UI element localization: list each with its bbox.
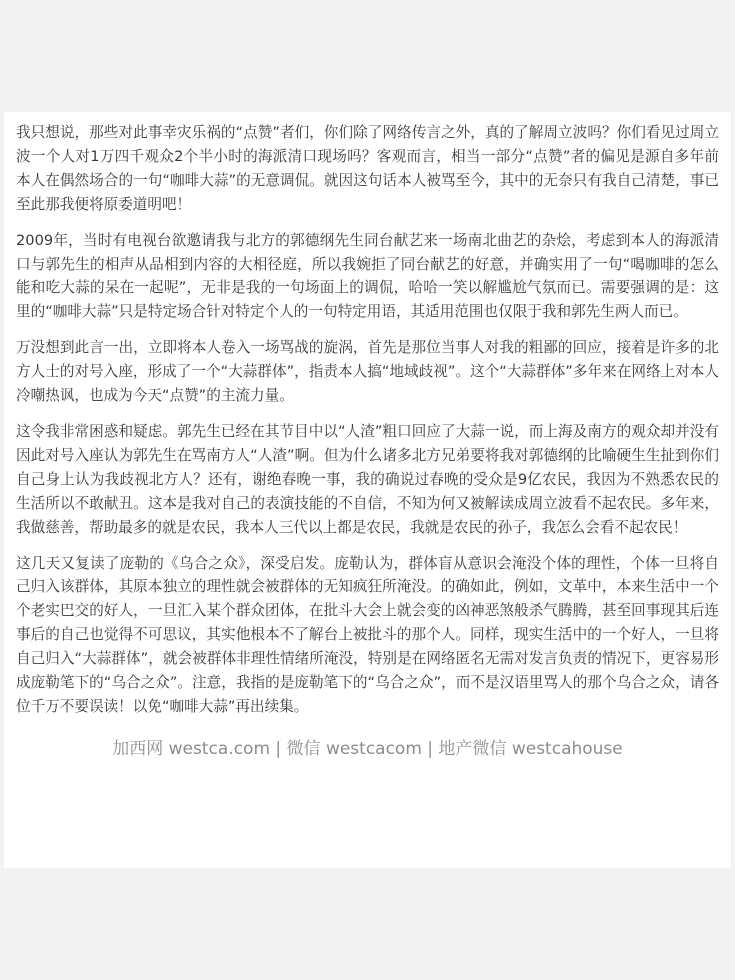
paragraph-gap: [4, 217, 731, 229]
paragraph-gap: [4, 324, 731, 336]
paragraph-gap: [4, 540, 731, 552]
paragraph-gap: [4, 408, 731, 420]
site-watermark: 加西网 westca.com | 微信 westcacom | 地产微信 westcahouse: [112, 739, 623, 759]
top-spacer: [4, 112, 731, 121]
article-paragraph-1: 我只想说，那些对此事幸灾乐祸的“点赞”者们，你们除了网络传言之外，真的了解周立波吗？你们看见过周立波一个人对1万四千观众2个半小时的海派清口现场吗？客观而言，相当一部分“点赞”者的偏见是源自多年前本人在偶然场合的一句“咖啡大蒜”的无意调侃。就因这句话本人被骂至今，其中的无奈只有我自己清楚，事已至此那我便将原委道明吧！: [16, 124, 719, 213]
article-paragraph-3: 万没想到此言一出，立即将本人卷入一场骂战的旋涡，首先是那位当事人对我的粗鄙的回应，接着是许多的北方人士的对号入座，形成了一个“大蒜群体”，指责本人搞“地域歧视”。这个“大蒜群体”多年来在网络上对本人冷嘲热讽，也成为今天“点赞”的主流力量。: [16, 339, 719, 405]
article-paragraph-4: 这令我非常困惑和疑虑。郭先生已经在其节目中以“人渣”粗口回应了大蒜一说，而上海及南方的观众却并没有因此对号入座认为郭先生在骂南方人“人渣”啊。但为什么诸多北方兄弟要将我对郭德纲的比喻硬生生扯到你们自己身上认为我歧视北方人？还有，谢绝春晚一事，我的确说过春晚的受众是9亿农民，我因为不熟悉农民的生活所以不敢献丑。这本是我对自己的表演技能的不自信，不知为何又被解读成周立波看不起农民。多年来，我做慈善，帮助最多的就是农民，我本人三代以上都是农民，我就是农民的孙子，我怎么会看不起农民！: [16, 422, 719, 536]
article-paragraph-2: 2009年，当时有电视台欲邀请我与北方的郭德纲先生同台献艺来一场南北曲艺的杂烩，考虑到本人的海派清口与郭先生的相声从品相到内容的大相径庭，所以我婉拒了同台献艺的好意，并确实用了一句“喝咖啡的怎么能和吃大蒜的呆在一起呢”，无非是我的一句场面上的调侃，哈哈一笑以解尴尬气氛而已。需要强调的是：这里的“咖啡大蒜”只是特定场合针对特定个人的一句特定用语，其适用范围也仅限于我和郭先生两人而已。: [16, 231, 719, 321]
article-paragraph-5: 这几天又复读了庞勒的《乌合之众》，深受启发。庞勒认为，群体盲从意识会淹没个体的理性，个体一旦将自己归入该群体，其原本独立的理性就会被群体的无知疯狂所淹没。的确如此，例如，文革中，本来生活中一个个老实巴交的好人，一旦汇入某个群众团体，在批斗大会上就会变的凶神恶煞般杀气腾腾，甚至回事现其后连事后的自己也觉得不可思议，其实他根本不了解台上被批斗的那个人。同样，现实生活中的一个好人，一旦将自己归入“大蒜群体”，就会被群体非理性情绪所淹没，特别是在网络匿名无需对发言负责的情况下，更容易形成庞勒笔下的“乌合之众”。注意，我指的是庞勒笔下的“乌合之众”，而不是汉语里骂人的那个乌合之众，请各位千万不要误读！以免“咖啡大蒜”再出续集。: [16, 554, 719, 715]
article-page: [4, 112, 731, 868]
